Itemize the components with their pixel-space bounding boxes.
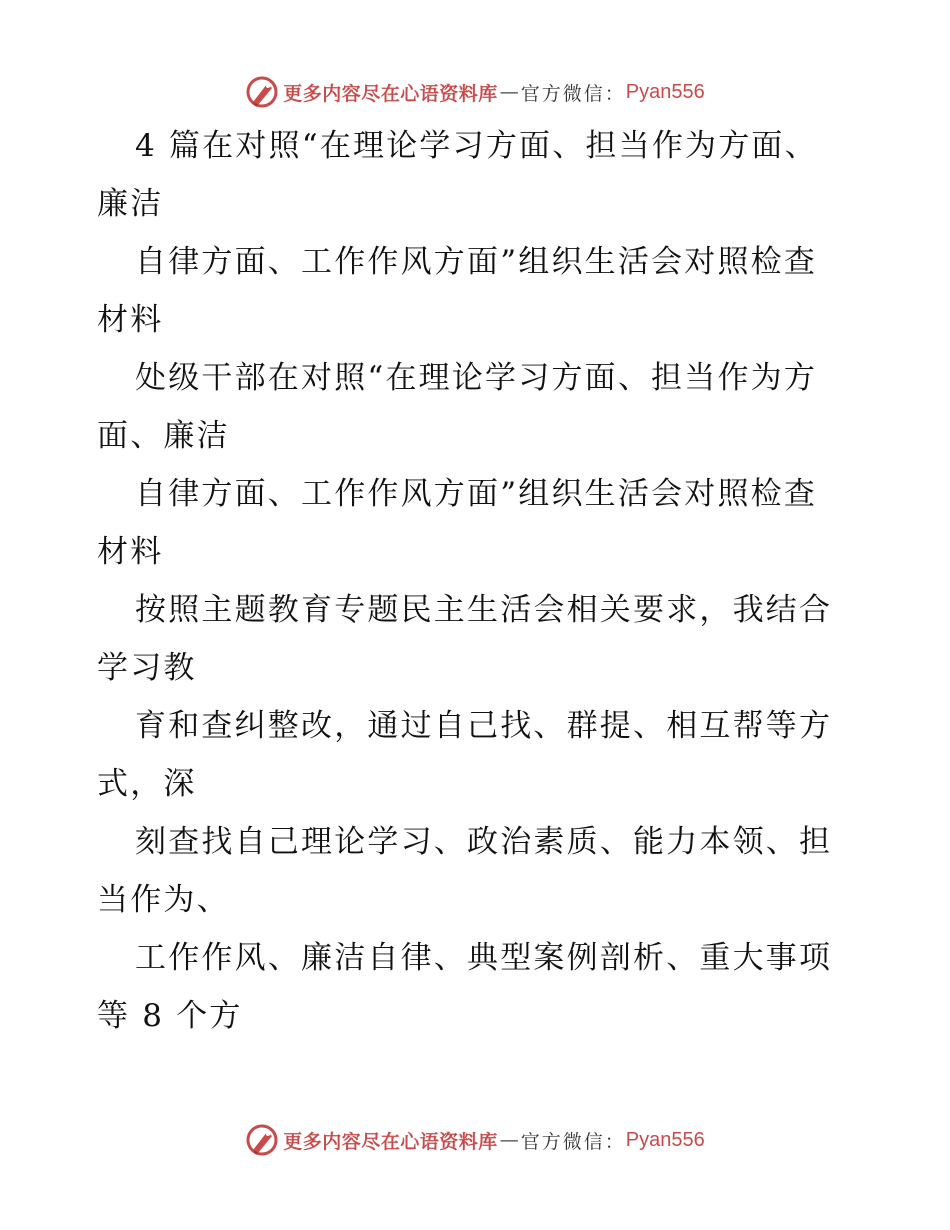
- paragraph-line: 等 8 个方: [97, 998, 243, 1034]
- watermark-wechat-label: 官方微信：: [520, 82, 626, 105]
- paragraph-line: 式，深: [97, 766, 197, 802]
- watermark-site-text: 更多内容尽在心语资料库: [283, 1130, 498, 1153]
- paragraph-line: 廉洁: [97, 186, 164, 222]
- pen-logo-icon: [245, 1123, 279, 1157]
- paragraph-line: 按照主题教育专题民主生活会相关要求，我结合: [135, 592, 833, 628]
- paragraph-line: 刻查找自己理论学习、政治素质、能力本领、担: [135, 824, 833, 860]
- watermark-separator: —: [499, 1129, 519, 1151]
- paragraph-line: 处级干部在对照“在理论学习方面、担当作为方: [135, 360, 818, 396]
- paragraph-line: 自律方面、工作作风方面”组织生活会对照检查: [135, 476, 818, 512]
- watermark-site-text: 更多内容尽在心语资料库: [283, 82, 498, 105]
- paragraph-line: 4 篇在对照“在理论学习方面、担当作为方面、: [135, 128, 818, 164]
- paragraph-line: 面、廉洁: [97, 418, 230, 454]
- paragraph-line: 材料: [97, 302, 164, 338]
- paragraph-line: 材料: [97, 534, 164, 570]
- pen-logo-icon: [245, 75, 279, 109]
- document-body: [0, 117, 950, 1045]
- watermark-separator: —: [499, 81, 519, 103]
- paragraph-line: 当作为、: [97, 882, 230, 918]
- footer-watermark: [0, 1120, 950, 1160]
- paragraph-line: 育和查纠整改，通过自己找、群提、相互帮等方: [135, 708, 833, 744]
- watermark-wechat-label: 官方微信：: [520, 1130, 626, 1153]
- watermark-wechat-id: Pyan556: [625, 1128, 705, 1151]
- paragraph-line: 工作作风、廉洁自律、典型案例剖析、重大事项: [135, 940, 833, 976]
- paragraph-line: 自律方面、工作作风方面”组织生活会对照检查: [135, 244, 818, 280]
- watermark-wechat-id: Pyan556: [625, 80, 705, 103]
- header-watermark: [0, 72, 950, 112]
- paragraph-line: 学习教: [97, 650, 197, 686]
